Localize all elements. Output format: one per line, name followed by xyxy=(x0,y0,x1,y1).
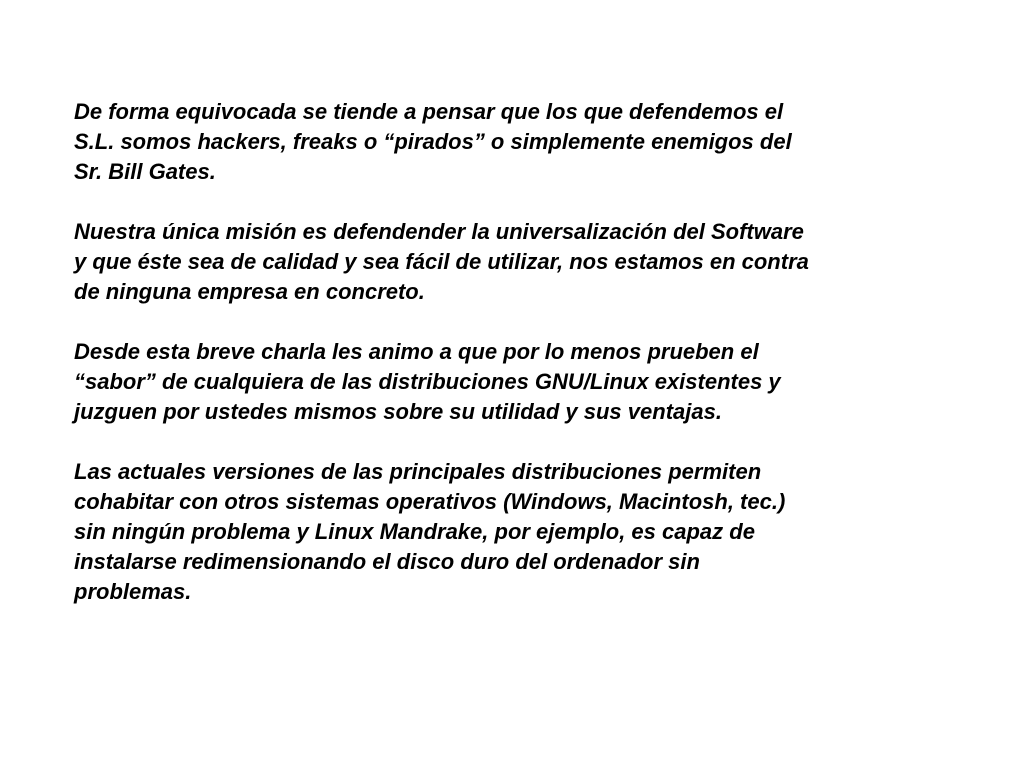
paragraph-line: de ninguna empresa en concreto. xyxy=(74,279,425,304)
paragraph-line: juzguen por ustedes mismos sobre su utilidad y sus ventajas. xyxy=(74,399,722,424)
paragraph-line: De forma equivocada se tiende a pensar que los que defendemos el xyxy=(74,99,784,124)
paragraph-line: cohabitar con otros sistemas operativos (Windows, Macintosh, tec.) xyxy=(74,489,786,514)
paragraph-line: problemas. xyxy=(74,579,192,604)
paragraph-3 xyxy=(74,337,954,427)
paragraph-line: sin ningún problema y Linux Mandrake, por ejemplo, es capaz de xyxy=(74,519,755,544)
paragraph-2 xyxy=(74,217,954,307)
paragraph-line: Sr. Bill Gates. xyxy=(74,159,216,184)
paragraph-line: Nuestra única misión es defendender la universalización del Software xyxy=(74,219,804,244)
paragraph-line: “sabor” de cualquiera de las distribuciones GNU/Linux existentes y xyxy=(74,369,781,394)
slide-body-text xyxy=(74,97,954,607)
paragraph-1 xyxy=(74,97,954,187)
paragraph-line: Las actuales versiones de las principales distribuciones permiten xyxy=(74,459,762,484)
paragraph-line: Desde esta breve charla les animo a que por lo menos prueben el xyxy=(74,339,759,364)
paragraph-line: instalarse redimensionando el disco duro del ordenador sin xyxy=(74,549,700,574)
paragraph-4 xyxy=(74,457,954,607)
paragraph-line: y que éste sea de calidad y sea fácil de utilizar, nos estamos en contra xyxy=(74,249,809,274)
paragraph-line: S.L. somos hackers, freaks o “pirados” o simplemente enemigos del xyxy=(74,129,792,154)
